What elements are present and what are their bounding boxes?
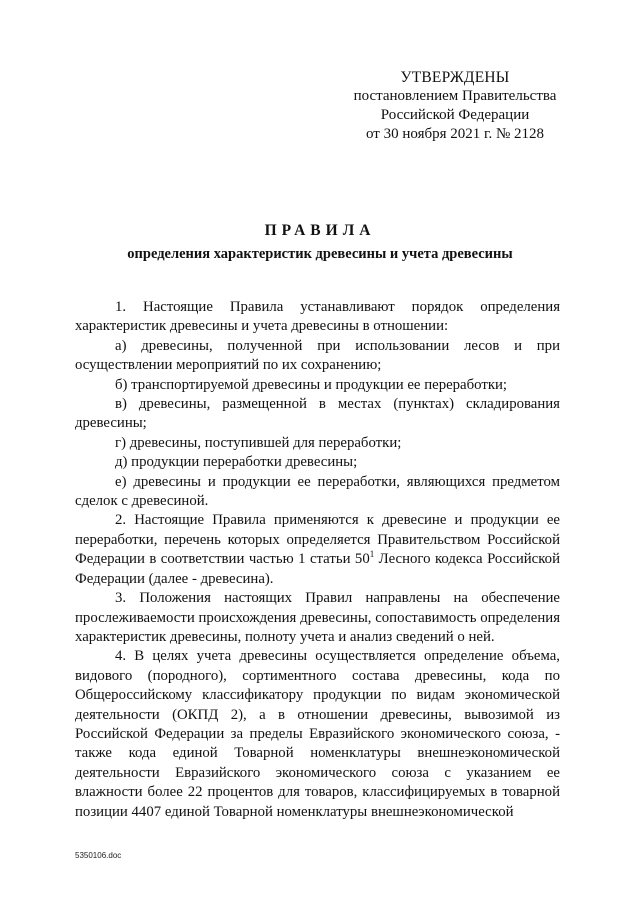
document-subtitle: определения характеристик древесины и учета древесины (127, 246, 513, 262)
paragraph-1: 1. Настоящие Правила устанавливают порядок определения характеристик древесины и учета древесины в отношении: (75, 299, 560, 335)
document-body (75, 298, 560, 822)
file-name-footer: 5350106.doc (75, 851, 122, 860)
document-title: ПРАВИЛА (264, 222, 376, 239)
paragraph-3: 3. Положения настоящих Правил направлены на обеспечение прослеживаемости происхождения древесины, сопоставимость определения характеристик древесины, полноту учета и анализ сведений о ней. (75, 590, 560, 645)
paragraph-1b: б) транспортируемой древесины и продукции ее переработки; (115, 376, 508, 393)
approval-date-number-line: от 30 ноября 2021 г. № 2128 (365, 126, 545, 142)
paragraph-1g: г) древесины, поступившей для переработки; (115, 434, 402, 451)
paragraph-4: 4. В целях учета древесины осуществляется определение объема, видового (породного), сортиментного состава древесины, кода по Общероссийскому классификатору продукции по видам экономической деятельности (ОКПД 2), а в отношении древесины, вывозимой из Российской Федерации за пределы Евразийского экономического союза, - также кода единой Товарной номенклатуры внешнеэкономической деятельности Евразийского экономического союза с указанием ее влажности более 22 процентов для товаров, классифицируемых в товарной позиции 4407 единой Товарной номенклатуры внешнеэкономической (75, 648, 560, 820)
approval-decree-line: постановлением Правительства (353, 88, 557, 104)
approval-authority-line: Российской Федерации (380, 107, 530, 123)
paragraph-1d: д) продукции переработки древесины; (115, 454, 358, 471)
paragraph-2 (75, 511, 560, 589)
paragraph-1v: в) древесины, размещенной в местах (пунктах) складирования древесины; (75, 396, 560, 432)
article-superscript: 1 (369, 549, 375, 560)
approval-stamp (330, 68, 580, 144)
paragraph-2-text-start: 2. Настоящие Правила применяются к древесине и продукции ее переработки, перечень которых определяется Правительством Российской Федерации в соответствии частью 1 статьи 50 (75, 512, 560, 568)
approval-title: УТВЕРЖДЕНЫ (400, 69, 510, 86)
paragraph-1e: е) древесины и продукции ее переработки, являющихся предметом сделок с древесиной. (75, 473, 560, 510)
paragraph-1a: а) древесины, полученной при использовании лесов и при осуществлении мероприятий по их сохранению; (75, 337, 560, 374)
paragraph-2-text-end: Лесного кодекса Российской Федерации (далее - древесина). (75, 551, 560, 587)
